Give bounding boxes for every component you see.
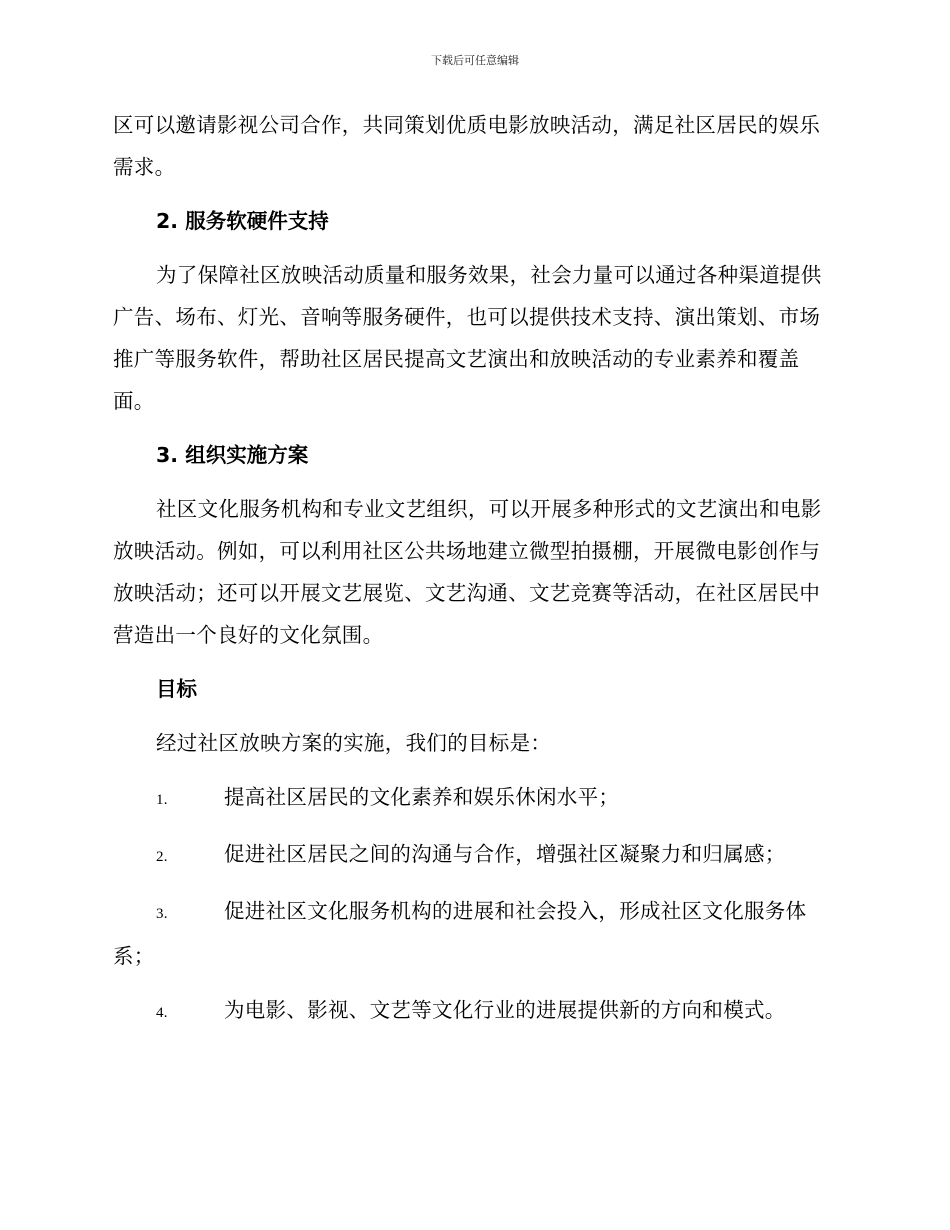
section-2-paragraph: 为了保障社区放映活动质量和服务效果，社会力量可以通过各种渠道提供广告、场布、灯光、音响等服务硬件，也可以提供技术支持、演出策划、市场推广等服务软件，帮助社区居民提高文艺演出和放映活动的专业素养和覆盖面。: [113, 263, 822, 413]
list-item: [113, 833, 833, 878]
section-heading-2: 2. 服务软硬件支持: [156, 209, 329, 233]
goals-intro: 经过社区放映方案的实施，我们的目标是：: [156, 731, 552, 755]
page-header: 下载后可任意编辑: [431, 54, 519, 67]
list-item-number: 4.: [156, 1005, 168, 1021]
list-item-text: 为电影、影视、文艺等文化行业的进展提供新的方向和模式。: [224, 998, 786, 1022]
list-item: [113, 776, 833, 821]
list-item: [113, 890, 833, 977]
list-item-number: 2.: [156, 849, 168, 865]
list-item-text: 促进社区文化服务机构的进展和社会投入，形成社区文化服务体系；: [113, 899, 807, 968]
goals-heading: 目标: [156, 677, 197, 701]
list-item-number: 3.: [156, 906, 168, 922]
document-body: [113, 104, 833, 1034]
list-item-text: 促进社区居民之间的沟通与合作，增强社区凝聚力和归属感；: [224, 842, 786, 866]
list-item: [113, 989, 833, 1034]
section-3-paragraph: 社区文化服务机构和专业文艺组织，可以开展多种形式的文艺演出和电影放映活动。例如，可以利用社区公共场地建立微型拍摄棚，开展微电影创作与放映活动；还可以开展文艺展览、文艺沟通、文艺竞赛等活动，在社区居民中营造出一个良好的文化氛围。: [113, 497, 822, 647]
continued-paragraph: 区可以邀请影视公司合作，共同策划优质电影放映活动，满足社区居民的娱乐需求。: [113, 113, 821, 179]
section-heading-3: 3. 组织实施方案: [156, 443, 309, 467]
list-item-number: 1.: [156, 792, 168, 808]
list-item-text: 提高社区居民的文化素养和娱乐休闲水平；: [224, 785, 620, 809]
